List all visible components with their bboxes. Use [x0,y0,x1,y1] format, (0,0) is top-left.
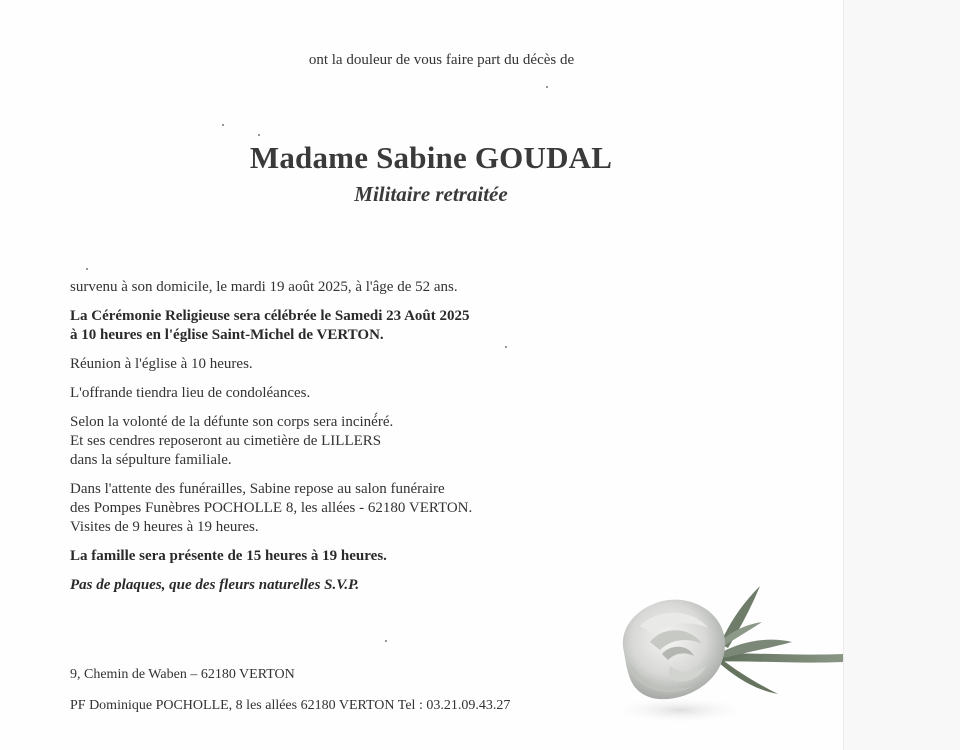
scan-speck [258,134,260,136]
announcement-body [70,278,590,595]
death-notice: survenu à son domicile, le mardi 19 août 2025, à l'âge de 52 ans. [70,279,458,295]
intro-line: ont la douleur de vous faire part du décès de [308,52,575,68]
scan-speck [222,124,224,126]
ceremony-line-2: à 10 heures en l'église Saint-Michel de VERTON. [70,327,384,343]
scan-speck [86,268,88,270]
scan-speck [546,86,548,88]
wish-line-1: Selon la volonté de la défunte son corps sera inciné́ré. [70,414,394,430]
ceremony-line-1: La Cérémonie Religieuse sera célébrée le Samedi 23 Août 2025 [70,308,470,324]
scan-speck [505,346,507,348]
family-address: 9, Chemin de Waben – 62180 VERTON [70,667,295,682]
funeral-home-contact: PF Dominique POCHOLLE, 8 les allées 62180 VERTON Tel : 03.21.09.43.27 [70,698,511,713]
flowers-request: Pas de plaques, que des fleurs naturelles S.V.P. [70,577,360,593]
meeting-line: Réunion à l'église à 10 heures. [70,356,253,372]
white-rose-image [610,582,843,732]
rest-line-3: Visites de 9 heures à 19 heures. [70,519,259,535]
wish-line-2: Et ses cendres reposeront au cimetière de LILLERS [70,433,382,449]
deceased-occupation: Militaire retraitée [354,182,508,206]
wish-line-3: dans la sépulture familiale. [70,452,232,468]
scan-margin [843,0,960,750]
offering-line: L'offrande tiendra lieu de condoléances. [70,385,311,401]
rest-line-1: Dans l'attente des funérailles, Sabine repose au salon funéraire [70,481,445,497]
family-presence: La famille sera présente de 15 heures à 19 heures. [70,548,387,564]
deceased-name: Madame Sabine GOUDAL [249,140,613,175]
rest-line-2: des Pompes Funèbres POCHOLLE 8, les allées - 62180 VERTON. [70,500,473,516]
scan-speck [385,640,387,642]
